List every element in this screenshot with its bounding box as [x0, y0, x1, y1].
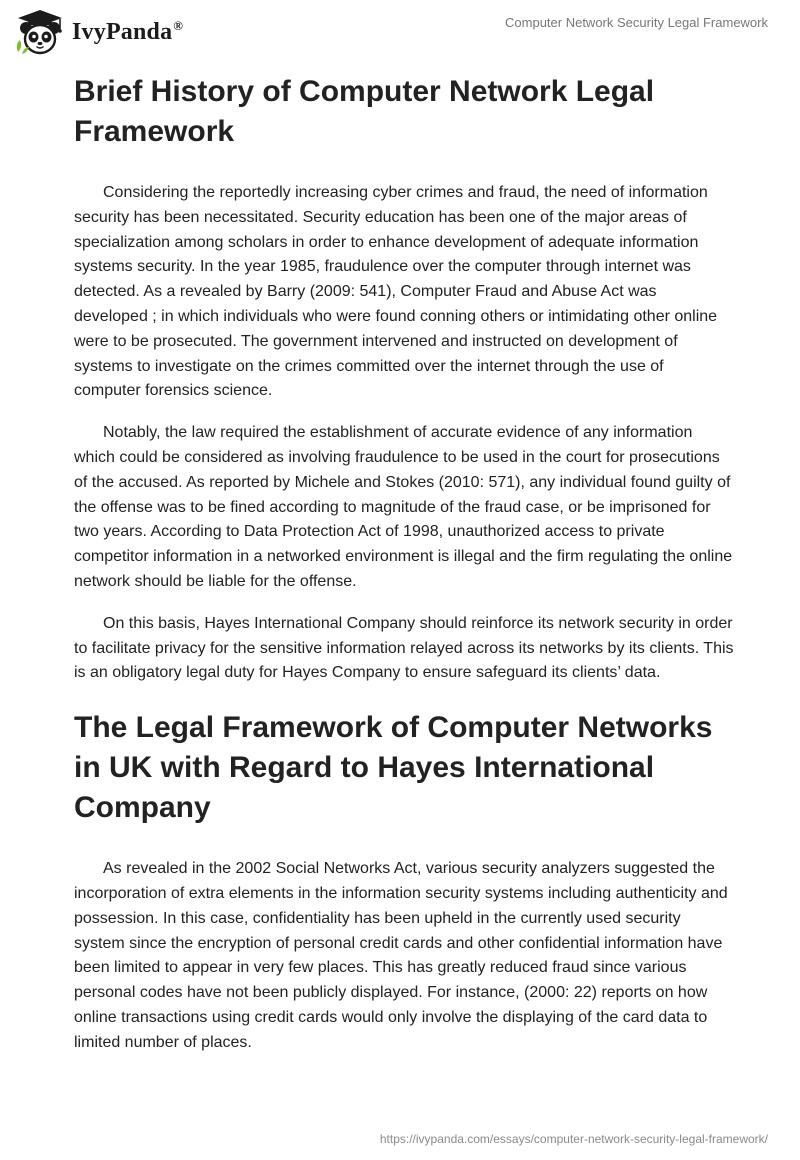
registered-mark: ® [173, 18, 184, 33]
section-heading-legal-framework: The Legal Framework of Computer Networks in UK with Regard to Hayes International Company [74, 711, 713, 825]
paragraph: Notably, the law required the establishment of accurate evidence of any information which could be considered as involving fraudulence to be used in the court for prosecutions of the accused. As reported by Michele and Stokes (2010: 571), any individual found guilty of the offense was to be fined according to magnitude of the fraud case, or be imprisoned for two years. According to Data Protection Act of 1998, unauthorized access to private competitor information in a networked environment is illegal and the firm regulating the online network should be liable for the offense. [74, 424, 733, 590]
document-title: Computer Network Security Legal Framework [505, 15, 768, 30]
brand-name: IvyPanda® [72, 18, 184, 45]
paragraph: As revealed in the 2002 Social Networks Act, various security analyzers suggested the incorporation of extra elements in the information security systems including authenticity and possession. In this case, confidentiality has been upheld in the currently used security system since the encryption of personal credit cards and other confidential information have been limited to appear in very few places. This has greatly reduced fraud since various personal codes have not been publicly displayed. For instance, (2000: 22) reports on how online transactions using credit cards would only involve the displaying of the card data to limited number of places. [74, 860, 728, 1051]
panda-graduate-icon [14, 8, 66, 56]
section-heading-history: Brief History of Computer Network Legal Framework [74, 75, 655, 148]
source-url[interactable]: https://ivypanda.com/essays/computer-network-security-legal-framework/ [379, 1132, 768, 1146]
paragraph: Considering the reportedly increasing cyber crimes and fraud, the need of information security has been necessitated. Security education has been one of the major areas of specialization among scholars in order to enhance development of adequate information systems security. In the year 1985, fraudulence over the computer through internet was detected. As a revealed by Barry (2009: 541), Computer Fraud and Abuse Act was developed ; in which individuals who were found conning others or intimidating other online were to be prosecuted. The government intervened and instructed on development of systems to investigate on the crimes committed over the internet through the use of computer forensics science. [74, 184, 718, 400]
article-body [74, 72, 734, 1056]
ivypanda-logo[interactable] [14, 8, 183, 56]
page-header [0, 0, 800, 62]
paragraph: On this basis, Hayes International Company should reinforce its network security in order to facilitate privacy for the sensitive information relayed across its networks by its clients. This is an obligatory legal duty for Hayes Company to ensure safeguard its clients’ data. [74, 614, 734, 682]
